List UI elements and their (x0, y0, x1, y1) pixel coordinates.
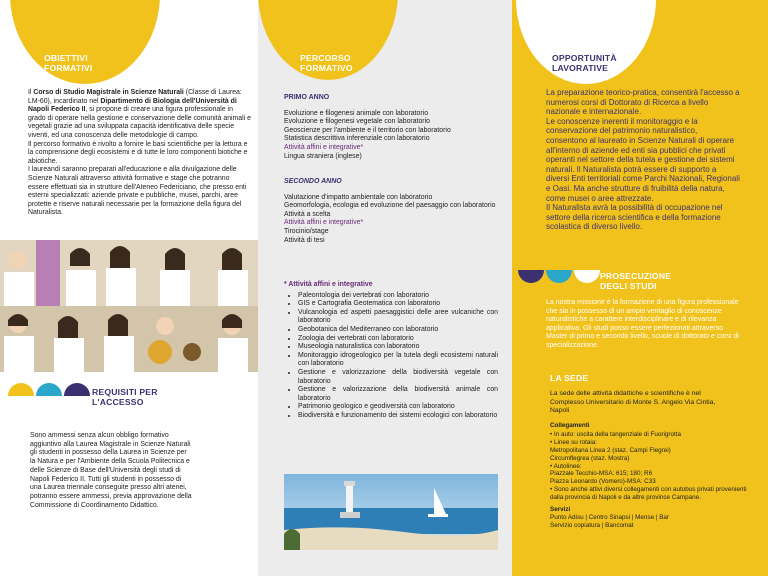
obiettivi-para2: Il percorso formativo è rivolto a fornire le basi scientifiche per la lettura e la comprensione degli ecosistemi e di tutte le loro componenti biotiche e abiotiche. (28, 140, 248, 165)
collegamenti-line: Piazzale Tecchio-MSA: 615; 180; R6 (550, 470, 653, 478)
secondo-item-4: Tirocinio/stage (284, 227, 329, 235)
secondo-anno-heading: SECONDO ANNO (284, 178, 342, 185)
sede-text: La sede delle attività didattiche e scientifiche è nel Complesso Universitario di Monte S. Angelo Via Cintia, Napoli (550, 390, 716, 415)
affini-heading: * Attività affini e integrative (284, 281, 373, 288)
intro-a: Il (28, 89, 34, 96)
obiettivi-para3: I laureandi saranno preparati all'educazione e alla divulgazione delle Scienze Naturali attraverso attività formative e stage che potranno essere effettuati sia in strutture dell'Ateneo Federiciano, che presso enti esterni specializzati: aziende private e pubbliche, musei, parchi, aree protette e riserve naturali necessarie per la formazione della figura del Naturalista. (28, 166, 247, 217)
primo-item-2: Evoluzione e filogenesi vegetale con laboratorio (284, 118, 430, 126)
affini-item: • Gestione e valorizzazione della biodiversità animale con laboratorio (298, 386, 498, 403)
primo-item-1: Evoluzione e filogenesi animale con laboratorio (284, 109, 429, 117)
obiettivi-title: OBIETTIVI FORMATIVI (44, 53, 93, 73)
primo-affini: Attività affini e integrative* (284, 143, 364, 151)
collegamenti-line: • Autolinee: (550, 462, 582, 470)
opp-para-1: La preparazione teorico-pratica, consentirà l'accesso a numerosi corsi di Dottorato di Ricerca a livello nazionale e internazionale. (546, 88, 740, 117)
panel-percorso (258, 0, 512, 576)
lighthouse-beach-photo (284, 474, 498, 550)
affini-item: • Geobotanica del Mediterraneo con laboratorio (298, 326, 498, 335)
prosecuzione-title: PROSECUZIONE DEGLI STUDI (600, 271, 672, 291)
affini-item: • Gestione e valorizzazione della biodiversità vegetale con laboratorio (298, 369, 498, 386)
collegamenti-line: • Sono anche attivi diversi collegamenti con autobus privati provenienti dalla provincia di Napoli e da altre province Campane. (550, 486, 747, 502)
obiettivi-text (28, 89, 252, 218)
intro-d: Dipartimento di Biologia dell'Università di Napoli Federico II (28, 97, 237, 114)
lighthouse-beach-graphic (284, 474, 498, 550)
primo-anno-block (284, 94, 510, 161)
affini-item: • Paleontologia dei vertebrati con laboratorio (298, 292, 498, 301)
affini-item: • Patrimonio geologico e geodiversità con laboratorio (298, 403, 498, 412)
percorso-title: PERCORSO FORMATIVO (300, 53, 353, 73)
panel-obiettivi (0, 0, 258, 576)
collegamenti-heading: Collegamenti (550, 422, 590, 429)
collegamenti-block (550, 422, 748, 530)
decor-semicircles (8, 383, 92, 401)
primo-anno-heading: PRIMO ANNO (284, 94, 330, 101)
servizi-line: Servizio copiatura | Bancomat (550, 521, 634, 529)
decor-semicircles (518, 270, 602, 288)
requisiti-title: REQUISITI PER L'ACCESSO (92, 387, 158, 407)
servizi-heading: Servizi (550, 506, 571, 514)
primo-lingua: Lingua straniera (inglese) (284, 152, 362, 160)
affini-item: • Biodiversità e funzionamento dei sistemi ecologici con laboratorio (298, 412, 498, 421)
secondo-item-3: Attività a scelta (284, 210, 331, 218)
secondo-item-2: Geomorfologia, ecologia ed evoluzione del paesaggio con laboratorio (284, 202, 496, 210)
panel-opportunita (512, 0, 768, 576)
secondo-anno-block (284, 178, 498, 245)
primo-item-4: Statistica descrittiva inferenziale con laboratorio (284, 135, 430, 143)
collegamenti-line: Piazza Leonardo (Vomero)-MSA: C33 (550, 478, 656, 486)
opportunita-text (546, 88, 740, 232)
affini-item: • Vulcanologia ed aspetti paesaggistici delle aree vulcaniche con laboratorio (298, 309, 498, 326)
collegamenti-line: • In auto: uscita della tangenziale di Fuorigrotta (550, 430, 682, 438)
collegamenti-line: Metropolitana Linea 2 (staz. Campi Flegrei) (550, 446, 671, 454)
requisiti-text: Sono ammessi senza alcun obbligo formativo aggiuntivo alla Laurea Magistrale in Scienze Naturali gli studenti in possesso della Laurea in Scienze per la Natura e per l'Ambiente della Scuola Politecnica e delle Scienze di Base dell'Università degli studi di Napoli Federico II. Tutti gli studenti in possesso di una Laurea triennale conseguite presso altri atenei, potranno essere ammessi, previa approvazione della Commissione di Coordinamento Didattico. (30, 432, 192, 509)
servizi-line: Punto Adisu | Centro Sinapsi | Mense | Bar (550, 513, 670, 521)
intro-e: , si propone di creare una figura professionale in grado di operare nella gestione e conservazione delle comunità animali e vegetali grazie ad una sviluppata capacità identificativa delle specie viventi, ed una conoscenza delle metodologie di campo. (28, 106, 251, 139)
affini-item: • Monitoraggio idrogeologico per la tutela degli ecosistemi naturali con laboratorio (298, 352, 498, 369)
collegamenti-line: Circumflegrea (staz. Mostra) (550, 454, 630, 462)
secondo-affini: Attività affini e integrative* (284, 219, 364, 227)
affini-item: • GIS e Cartografia Geotematica con laboratorio (298, 300, 498, 309)
affini-list (284, 292, 498, 421)
secondo-item-1: Valutazione d'impatto ambientale con laboratorio (284, 193, 433, 201)
collegamenti-line: • Linee su rotaia: (550, 438, 598, 446)
students-photo-collage (0, 240, 258, 372)
opp-para-3: Il Naturalista avrà la possibilità di occupazione nel settore della ricerca scientifica e della formazione scolastica di diverso livello. (546, 203, 723, 232)
affini-item: • Zoologia dei vertebrati con laboratorio (298, 335, 498, 344)
affini-item: • Museologia naturalistica con laboratorio (298, 343, 498, 352)
sede-title: LA SEDE (550, 373, 589, 383)
prosecuzione-text: La nostra missione è la formazione di una figura professionale che sia in possesso di un ampio ventaglio di conoscenze naturalistiche a carattere interdisciplinare e di rilevanza applicativa. Gli studi posso essere perfezionati attraverso Master di primo e secondo livello, scuole di dottorato e corsi di specializzazione. (546, 299, 739, 349)
intro-b: Corso di Studio Magistrale in Scienze Naturali (33, 89, 184, 96)
opp-para-2: Le conoscenze inerenti il monitoraggio e la conservazione del patrimonio naturalistico, consentono al laureato in Scienze Naturali di operare all'interno di aziende ed enti sia pubblici che privati operanti nel settore della tutela e gestione dei sistemi naturali. Il Naturalista potrà essere di supporto a diversi Enti territoriali come Parchi Nazionali, Regionali e Oasi. Ma anche strutture di fruibilità della natura, come musei o aree attrezzate. (546, 116, 740, 203)
opportunita-title: OPPORTUNITÀ LAVORATIVE (552, 53, 617, 73)
primo-item-3: Geoscienze per l'ambiente e il territorio con laboratorio (284, 126, 451, 134)
affini-block (284, 281, 498, 421)
intro-c: (Classe di Laurea: LM-60), incardinato nel (28, 89, 242, 105)
students-collage-graphic (0, 240, 258, 372)
secondo-item-5: Attività di tesi (284, 236, 325, 244)
